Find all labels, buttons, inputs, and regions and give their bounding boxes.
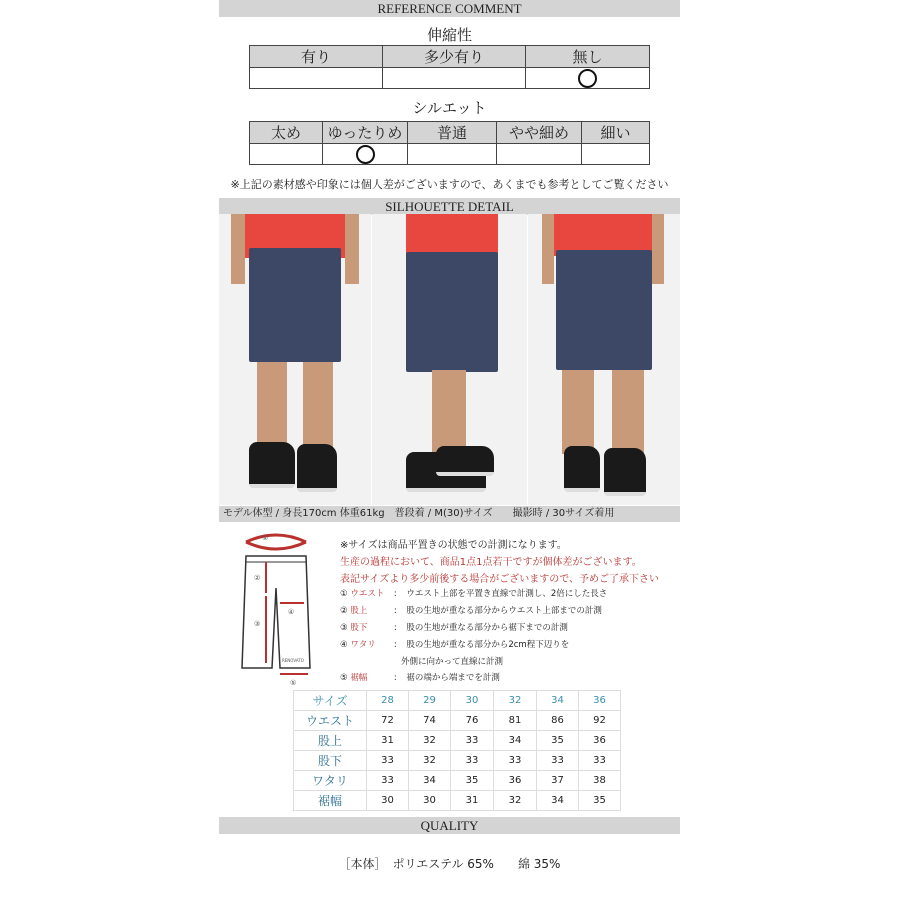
size-column-header: 28 (367, 691, 409, 711)
silhouette-option: 太め (250, 122, 323, 144)
size-table (293, 690, 621, 811)
model-info: モデル体型 / 身長170cm 体重61kg 普段着 / M(30)サイズ 撮影時 / 30サイズ着用 (219, 506, 680, 522)
size-value: 34 (409, 771, 451, 791)
silhouette-option: やや細め (497, 122, 582, 144)
size-value: 33 (451, 751, 494, 771)
row-label: ワタリ (294, 771, 367, 791)
measurement-item: ③ 股下 : 股の生地が重なる部分から裾下までの計測 (340, 623, 568, 633)
note-line: ※サイズは商品平置きの状態での計測になります。 (340, 540, 567, 551)
size-value: 35 (579, 791, 621, 811)
material-composition: ［本体］ ポリエステル 65% 綿 35% (338, 857, 561, 871)
size-column-header: 30 (451, 691, 494, 711)
size-value: 32 (409, 731, 451, 751)
size-value: 31 (451, 791, 494, 811)
size-value: 32 (494, 791, 537, 811)
stretch-cell (526, 68, 650, 89)
size-value: 35 (537, 731, 579, 751)
selected-circle-icon (356, 145, 375, 164)
measurement-item: ① ウエスト : ウエスト上部を平置き直線で計測し、2倍にした長さ (340, 589, 608, 599)
size-value: 81 (494, 711, 537, 731)
measurement-name: ワタリ (350, 640, 376, 650)
model-photo-back (528, 214, 680, 505)
brand-tag: RENOVATO (282, 658, 304, 663)
size-value: 36 (494, 771, 537, 791)
size-column-header: 29 (409, 691, 451, 711)
section-header-quality: QUALITY (219, 817, 680, 834)
silhouette-cell (582, 144, 650, 165)
size-header: サイズ (294, 691, 367, 711)
diagram-label: ⑤ (290, 679, 297, 687)
size-value: 30 (367, 791, 409, 811)
measurement-num: ① (340, 589, 348, 599)
section-header-reference: REFERENCE COMMENT (219, 0, 680, 17)
silhouette-title: シルエット (412, 99, 487, 117)
silhouette-option: 普通 (408, 122, 497, 144)
stretch-cell (383, 68, 526, 89)
pants-measurement-diagram (236, 528, 316, 688)
size-value: 38 (579, 771, 621, 791)
size-value: 74 (409, 711, 451, 731)
size-value: 33 (494, 751, 537, 771)
diagram-label: ③ (254, 620, 261, 628)
stretch-option: 無し (526, 46, 650, 68)
size-value: 35 (451, 771, 494, 791)
stretch-option: 多少有り (383, 46, 526, 68)
diagram-label: ② (254, 574, 261, 582)
measurement-item: ⑤ 裾幅 : 裾の端から端までを計測 (340, 673, 500, 683)
size-value: 76 (451, 711, 494, 731)
size-value: 86 (537, 711, 579, 731)
size-value: 33 (579, 751, 621, 771)
silhouette-table (249, 121, 650, 165)
row-label: 裾幅 (294, 791, 367, 811)
measurement-desc: 股の生地が重なる部分からウエスト上部までの計測 (406, 606, 602, 616)
size-value: 30 (409, 791, 451, 811)
silhouette-cell (408, 144, 497, 165)
table-row (294, 791, 621, 811)
silhouette-option: 細い (582, 122, 650, 144)
size-value: 34 (537, 791, 579, 811)
size-column-header: 32 (494, 691, 537, 711)
diagram-label: ④ (288, 608, 295, 616)
measurement-num: ③ (340, 623, 348, 633)
row-label: 股上 (294, 731, 367, 751)
measurement-name: 股下 (350, 623, 368, 633)
silhouette-cell (250, 144, 323, 165)
silhouette-cell (497, 144, 582, 165)
stretch-cell (250, 68, 383, 89)
disclaimer: ※上記の素材感や印象には個人差がございますので、あくまでも参考としてご覧ください (230, 178, 669, 191)
silhouette-cell (323, 144, 408, 165)
table-row (294, 731, 621, 751)
measurement-desc: ウエスト上部を平置き直線で計測し、2倍にした長さ (406, 589, 608, 599)
section-header-silhouette-detail: SILHOUETTE DETAIL (219, 198, 680, 215)
stretch-table (249, 45, 650, 89)
row-label: 股下 (294, 751, 367, 771)
measurement-item: ② 股上 : 股の生地が重なる部分からウエスト上部までの計測 (340, 606, 602, 616)
size-value: 33 (367, 771, 409, 791)
measurement-name: ウエスト (350, 589, 385, 599)
measurement-num: ④ (340, 640, 348, 650)
stretch-option: 有り (250, 46, 383, 68)
size-value: 72 (367, 711, 409, 731)
note-line-warning: 生産の過程において、商品1点1点若干ですが個体差がございます。 (340, 557, 642, 568)
table-row (294, 771, 621, 791)
measurement-name: 股上 (350, 606, 368, 616)
size-value: 33 (367, 751, 409, 771)
selected-circle-icon (578, 69, 597, 88)
measurement-desc: 股の生地が重なる部分から裾下までの計測 (406, 623, 568, 633)
measurement-item: ④ ワタリ : 股の生地が重なる部分から2cm程下辺りを (340, 640, 570, 650)
measurement-desc-cont: 外側に向かって直線に計測 (401, 657, 504, 667)
silhouette-option: ゆったりめ (323, 122, 408, 144)
diagram-label: ① (262, 534, 269, 542)
model-photo-front (219, 214, 371, 505)
size-value: 34 (494, 731, 537, 751)
measurement-desc: 股の生地が重なる部分から2cm程下辺りを (406, 640, 570, 650)
measurement-name: 裾幅 (350, 673, 368, 683)
table-row (294, 711, 621, 731)
size-value: 32 (409, 751, 451, 771)
row-label: ウエスト (294, 711, 367, 731)
size-column-header: 36 (579, 691, 621, 711)
table-row (294, 751, 621, 771)
note-line-warning: 表記サイズより多少前後する場合がございますので、予めご了承下さい (340, 574, 659, 585)
size-column-header: 34 (537, 691, 579, 711)
size-value: 92 (579, 711, 621, 731)
model-photo-side (372, 214, 527, 505)
size-value: 36 (579, 731, 621, 751)
size-value: 33 (537, 751, 579, 771)
size-value: 33 (451, 731, 494, 751)
measurement-desc: 裾の端から端までを計測 (406, 673, 500, 683)
measurement-num: ⑤ (340, 673, 348, 683)
size-value: 37 (537, 771, 579, 791)
size-value: 31 (367, 731, 409, 751)
measurement-num: ② (340, 606, 348, 616)
stretch-title: 伸縮性 (426, 26, 472, 44)
